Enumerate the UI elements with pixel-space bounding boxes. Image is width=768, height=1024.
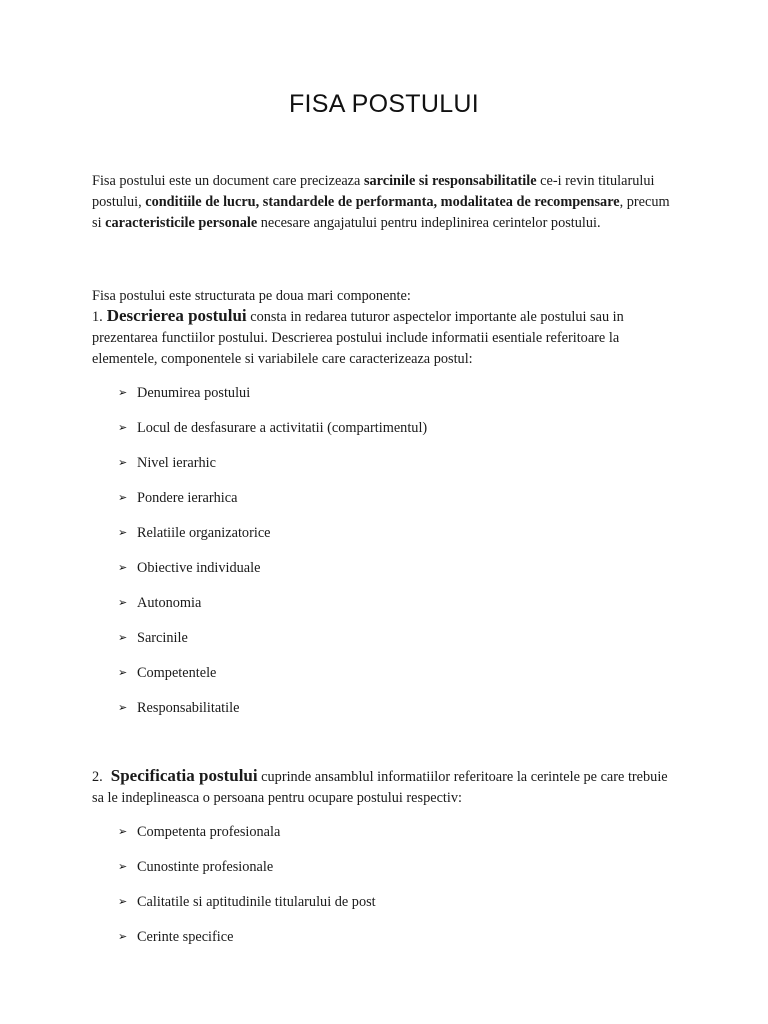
section-2-paragraph bbox=[92, 766, 682, 809]
list-item-label: Nivel ierarhic bbox=[137, 455, 216, 471]
list-item-label: Pondere ierarhica bbox=[137, 490, 238, 506]
list-item bbox=[118, 383, 427, 418]
intro-bold-2: conditiile de lucru, standardele de performanta, modalitatea de recompensare bbox=[145, 193, 620, 210]
section-2-list bbox=[118, 822, 376, 962]
arrow-bullet-icon: ➢ bbox=[118, 597, 128, 609]
arrow-bullet-icon: ➢ bbox=[118, 387, 128, 399]
section-1-number: 1. bbox=[92, 309, 103, 325]
list-item bbox=[118, 927, 376, 962]
list-item bbox=[118, 628, 427, 663]
section-2-text: cuprinde ansamblul informatiilor referitoare la cerintele pe care trebuie sa le indeplineasca o persoana pentru ocupare postului respectiv: bbox=[92, 769, 668, 806]
list-item bbox=[118, 698, 427, 733]
intro-text-2: ce-i revin titularului postului, bbox=[92, 173, 655, 210]
arrow-bullet-icon: ➢ bbox=[118, 562, 128, 574]
list-item bbox=[118, 892, 376, 927]
list-item bbox=[118, 488, 427, 523]
section-1-text: consta in redarea tuturor aspectelor importante ale postului sau in prezentarea functiilor postului. Descrierea postului include informatii esentiale referitoare la elementele, componentele si variabilele care caracterizeaza postul: bbox=[92, 309, 624, 367]
list-item-label: Cunostinte profesionale bbox=[137, 859, 274, 875]
list-item-label: Relatiile organizatorice bbox=[137, 525, 271, 541]
list-item bbox=[118, 663, 427, 698]
section-1-list bbox=[118, 383, 427, 733]
document-title: FISA POSTULUI bbox=[288, 90, 480, 118]
list-item-label: Cerinte specifice bbox=[137, 929, 234, 945]
list-item bbox=[118, 523, 427, 558]
section-2-number: 2. bbox=[92, 769, 103, 785]
section-1-heading: Descrierea postului bbox=[106, 306, 247, 325]
intro-bold-1: sarcinile si responsabilitatile bbox=[363, 173, 537, 189]
list-item bbox=[118, 857, 376, 892]
arrow-bullet-icon: ➢ bbox=[118, 632, 128, 644]
section-1-paragraph bbox=[92, 306, 682, 369]
list-item bbox=[118, 593, 427, 628]
arrow-bullet-icon: ➢ bbox=[118, 826, 128, 838]
arrow-bullet-icon: ➢ bbox=[118, 931, 128, 943]
list-item-label: Responsabilitatile bbox=[137, 700, 240, 716]
list-item-label: Denumirea postului bbox=[137, 385, 251, 401]
arrow-bullet-icon: ➢ bbox=[118, 667, 128, 679]
intro-text-1: Fisa postului este un document care precizeaza bbox=[92, 173, 364, 189]
arrow-bullet-icon: ➢ bbox=[118, 492, 128, 504]
arrow-bullet-icon: ➢ bbox=[118, 422, 128, 434]
list-item bbox=[118, 822, 376, 857]
list-item bbox=[118, 418, 427, 453]
list-item-label: Sarcinile bbox=[137, 630, 188, 646]
intro-text-4: necesare angajatului pentru indeplinirea cerintelor postului. bbox=[257, 214, 601, 231]
arrow-bullet-icon: ➢ bbox=[118, 861, 128, 873]
list-item-label: Calitatile si aptitudinile titularului de post bbox=[137, 894, 376, 910]
list-item-label: Obiective individuale bbox=[137, 560, 261, 576]
intro-bold-3: caracteristicile personale bbox=[105, 214, 258, 231]
list-item-label: Autonomia bbox=[137, 595, 202, 611]
intro-paragraph bbox=[92, 171, 682, 233]
arrow-bullet-icon: ➢ bbox=[118, 896, 128, 908]
list-item-label: Competenta profesionala bbox=[137, 824, 281, 840]
list-item-label: Competentele bbox=[137, 665, 217, 681]
section-2-heading: Specificatia postului bbox=[110, 766, 258, 785]
intro-text-3: , precum si bbox=[92, 193, 670, 231]
structure-line: Fisa postului este structurata pe doua mari componente: bbox=[92, 288, 411, 304]
list-item bbox=[118, 453, 427, 488]
arrow-bullet-icon: ➢ bbox=[118, 527, 128, 539]
list-item bbox=[118, 558, 427, 593]
arrow-bullet-icon: ➢ bbox=[118, 457, 128, 469]
arrow-bullet-icon: ➢ bbox=[118, 702, 128, 714]
list-item-label: Locul de desfasurare a activitatii (compartimentul) bbox=[137, 420, 428, 436]
